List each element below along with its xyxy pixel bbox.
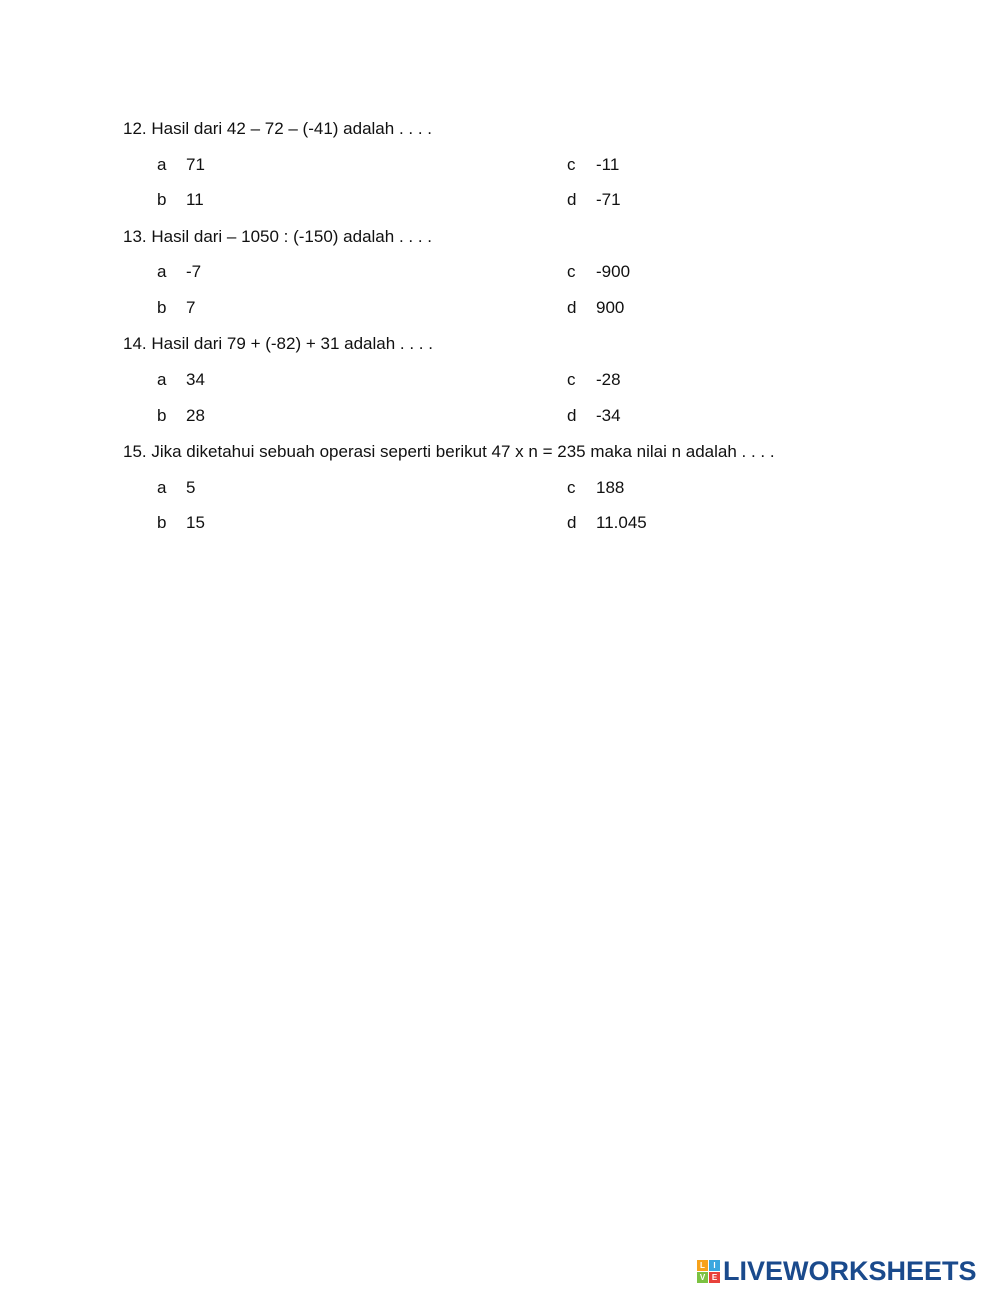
option-12a[interactable] bbox=[157, 155, 205, 175]
option-value: 34 bbox=[186, 370, 205, 389]
option-value: -900 bbox=[596, 262, 631, 281]
option-13c[interactable] bbox=[567, 262, 630, 282]
option-value: -34 bbox=[596, 406, 621, 425]
option-letter: d bbox=[567, 406, 577, 425]
option-value: 71 bbox=[186, 155, 205, 174]
option-letter: c bbox=[567, 370, 576, 389]
option-letter: b bbox=[157, 298, 167, 317]
option-letter: b bbox=[157, 406, 167, 425]
question-12-text: 12. Hasil dari 42 – 72 – (-41) adalah . . . . bbox=[123, 119, 433, 138]
option-letter: a bbox=[157, 155, 167, 174]
option-13b[interactable] bbox=[157, 298, 195, 318]
option-letter: b bbox=[157, 190, 167, 209]
logo-block-v: V bbox=[697, 1272, 708, 1283]
option-value: 11 bbox=[186, 190, 204, 209]
question-15-text: 15. Jika diketahui sebuah operasi seperti berikut 47 x n = 235 maka nilai n adalah . . . . bbox=[123, 442, 775, 461]
option-letter: c bbox=[567, 155, 576, 174]
option-12b[interactable] bbox=[157, 190, 204, 210]
option-15c[interactable] bbox=[567, 478, 624, 498]
option-letter: a bbox=[157, 370, 167, 389]
liveworksheets-logo bbox=[697, 1256, 977, 1286]
option-12d[interactable] bbox=[567, 190, 621, 210]
logo-block-l: L bbox=[697, 1260, 708, 1271]
option-value: 28 bbox=[186, 406, 205, 425]
option-value: 900 bbox=[596, 298, 625, 317]
option-value: 5 bbox=[186, 478, 196, 497]
option-letter: d bbox=[567, 298, 577, 317]
logo-blocks-icon bbox=[697, 1260, 720, 1283]
option-15a[interactable] bbox=[157, 478, 195, 498]
option-12c[interactable] bbox=[567, 155, 619, 175]
option-letter: b bbox=[157, 513, 167, 532]
option-14b[interactable] bbox=[157, 406, 205, 426]
option-value: 15 bbox=[186, 513, 205, 532]
option-13a[interactable] bbox=[157, 262, 201, 282]
option-letter: c bbox=[567, 478, 576, 497]
option-letter: a bbox=[157, 262, 167, 281]
option-value: -11 bbox=[596, 155, 620, 174]
option-value: 7 bbox=[186, 298, 196, 317]
option-15b[interactable] bbox=[157, 513, 205, 533]
option-13d[interactable] bbox=[567, 298, 624, 318]
option-14d[interactable] bbox=[567, 406, 621, 426]
option-value: -28 bbox=[596, 370, 621, 389]
logo-text: LIVEWORKSHEETS bbox=[723, 1256, 977, 1286]
option-value: -71 bbox=[596, 190, 621, 209]
option-14c[interactable] bbox=[567, 370, 621, 390]
option-letter: c bbox=[567, 262, 576, 281]
question-13-text: 13. Hasil dari – 1050 : (-150) adalah . . . . bbox=[123, 227, 433, 246]
logo-block-e: E bbox=[709, 1272, 720, 1283]
option-15d[interactable] bbox=[567, 513, 647, 533]
option-value: -7 bbox=[186, 262, 202, 281]
option-value: 188 bbox=[596, 478, 625, 497]
question-14-text: 14. Hasil dari 79 + (-82) + 31 adalah . . . . bbox=[123, 334, 433, 353]
option-value: 11.045 bbox=[596, 513, 647, 532]
option-14a[interactable] bbox=[157, 370, 205, 390]
logo-block-i: I bbox=[709, 1260, 720, 1271]
option-letter: d bbox=[567, 190, 577, 209]
option-letter: d bbox=[567, 513, 577, 532]
option-letter: a bbox=[157, 478, 167, 497]
